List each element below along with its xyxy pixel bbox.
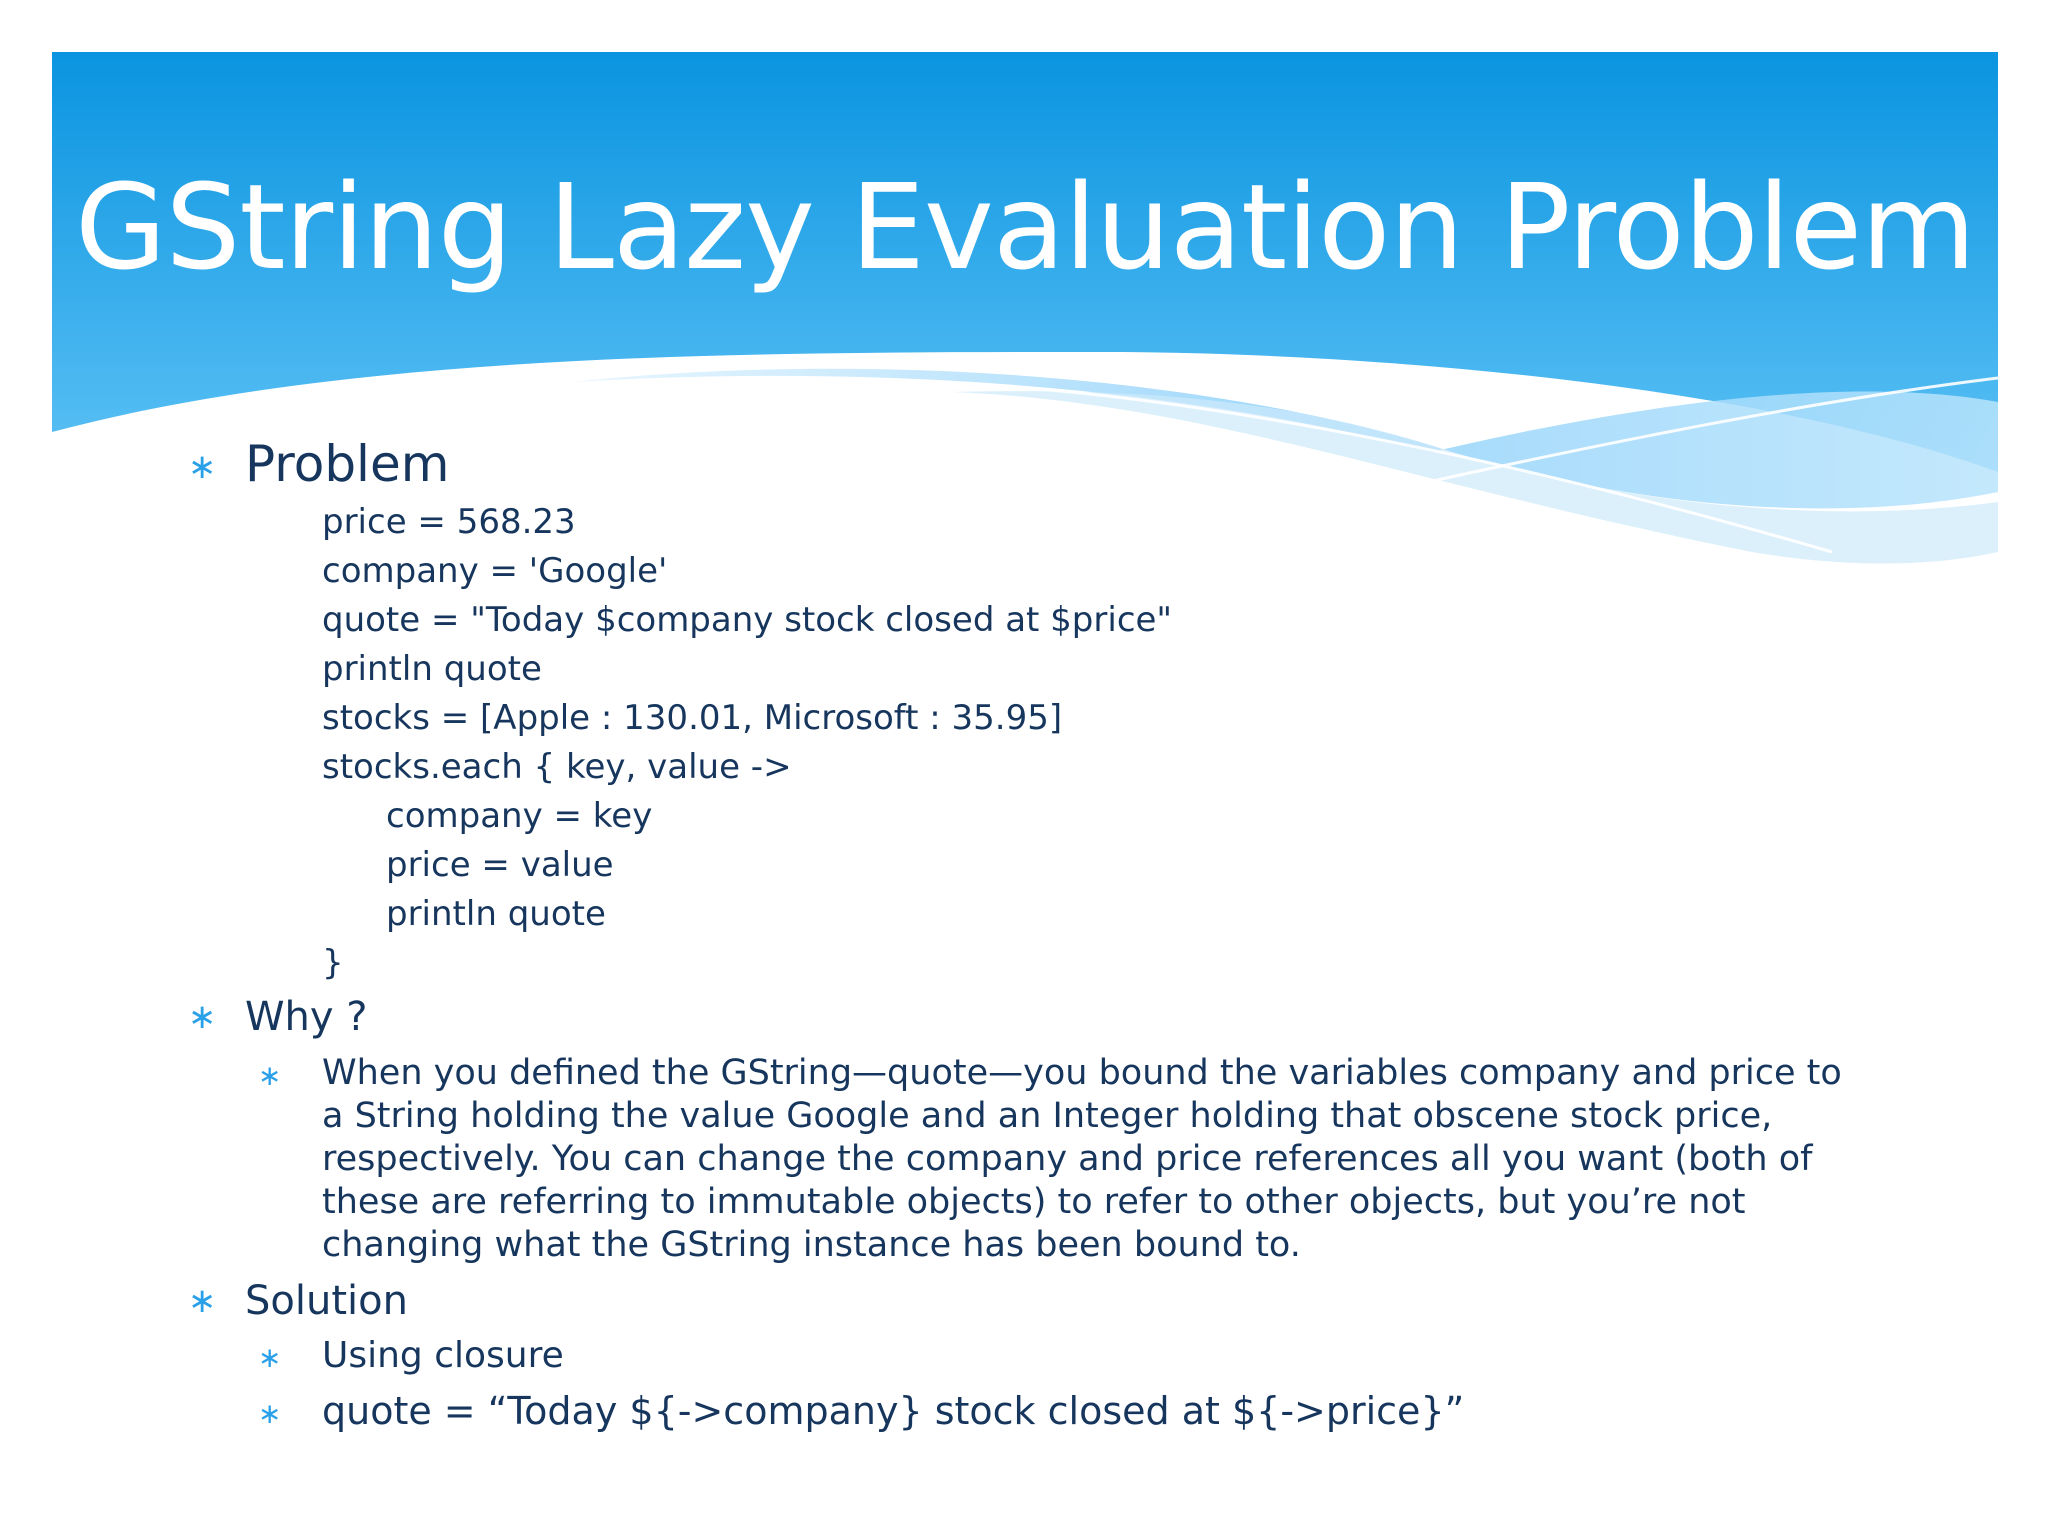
solution-item: quote = “Today ${->company} stock closed at ${->price}” [322, 1389, 1465, 1433]
bullet-star-icon: ∗ [258, 1397, 282, 1430]
code-line: stocks = [Apple : 130.01, Microsoft : 35.95] [322, 698, 1063, 738]
code-line: println quote [386, 894, 606, 934]
why-explanation-line: When you defined the GString—quote—you bound the variables company and price to [322, 1053, 1842, 1093]
code-line: stocks.each { key, value -> [322, 747, 792, 787]
why-explanation-line: respectively. You can change the company and price references all you want (both of [322, 1139, 1813, 1179]
code-line: company = key [386, 796, 653, 836]
bullet-star-icon: ∗ [188, 447, 217, 487]
bullet-star-icon: ∗ [258, 1341, 282, 1374]
code-line: price = 568.23 [322, 502, 576, 542]
bullet-star-icon: ∗ [188, 1281, 217, 1321]
why-explanation-line: these are referring to immutable objects) to refer to other objects, but you’re not [322, 1182, 1746, 1222]
slide-title: GString Lazy Evaluation Problem [75, 158, 1975, 296]
code-line: quote = "Today $company stock closed at $price" [322, 600, 1173, 640]
slide [52, 52, 1998, 1492]
why-heading: Why ? [245, 994, 368, 1040]
bullet-star-icon: ∗ [258, 1059, 282, 1092]
slide-content [52, 52, 1998, 1492]
problem-heading: Problem [245, 435, 450, 493]
solution-item: Using closure [322, 1335, 564, 1376]
why-explanation-line: a String holding the value Google and an Integer holding that obscene stock price, [322, 1096, 1773, 1136]
code-line: price = value [386, 845, 614, 885]
why-explanation [322, 1052, 1842, 1267]
bullet-star-icon: ∗ [188, 997, 217, 1037]
code-line: company = 'Google' [322, 551, 668, 591]
code-line: println quote [322, 649, 542, 689]
why-explanation-line: changing what the GString instance has been bound to. [322, 1225, 1301, 1265]
solution-heading: Solution [245, 1278, 408, 1324]
code-line: } [322, 943, 344, 983]
